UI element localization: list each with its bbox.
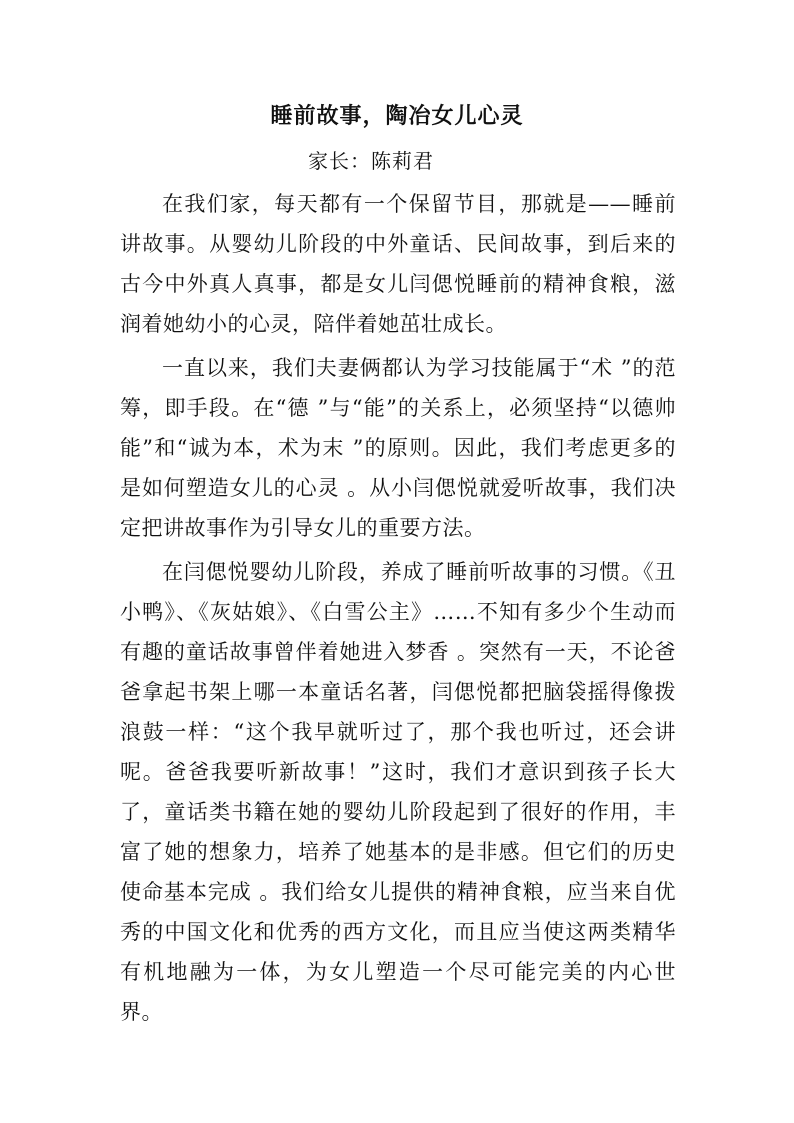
document-body — [120, 184, 676, 1036]
document-author: 家长：陈莉君 — [308, 149, 434, 173]
paragraph-3: 在闫偲悦婴幼儿阶段，养成了睡前听故事的习惯。《丑小鸭》、《灰姑娘》、《白雪公主》……不知有多少个生动而有趣的童话故事曾伴着她进入梦香 。突然有一天，不论爸爸拿起书架上哪一本童话名著，闫偲悦都把脑袋摇得像拨浪鼓一样：“这个我早就听过了，那个我也听过，还会讲呢。爸爸我要听新故事！”这时，我们才意识到孩子长大了，童话类书籍在她的婴幼儿阶段起到了很好的作用，丰富了她的想象力，培养了她基本的是非感。但它们的历史使命基本完成 。我们给女儿提供的精神食粮，应当来自优秀的中国文化和优秀的西方文化，而且应当使这两类精华有机地融为一体，为女儿塑造一个尽可能完美的内心世界。 — [120, 560, 676, 1024]
document-title: 睡前故事，陶冶女儿心灵 — [270, 103, 524, 129]
paragraph-2: 一直以来，我们夫妻俩都认为学习技能属于“术 ”的范筹，即手段。在“德 ”与“能”的关系上，必须坚持“以德帅能”和“诚为本，术为末 ”的原则。因此，我们考虑更多的是如何塑造女儿的心灵 。从小闫偲悦就爱听故事，我们决定把讲故事作为引导女儿的重要方法。 — [120, 356, 676, 540]
paragraph-1: 在我们家，每天都有一个保留节目，那就是——睡前讲故事。从婴幼儿阶段的中外童话、民间故事，到后来的古今中外真人真事，都是女儿闫偲悦睡前的精神食粮，滋润着她幼小的心灵，陪伴着她茁壮成长。 — [120, 192, 676, 336]
